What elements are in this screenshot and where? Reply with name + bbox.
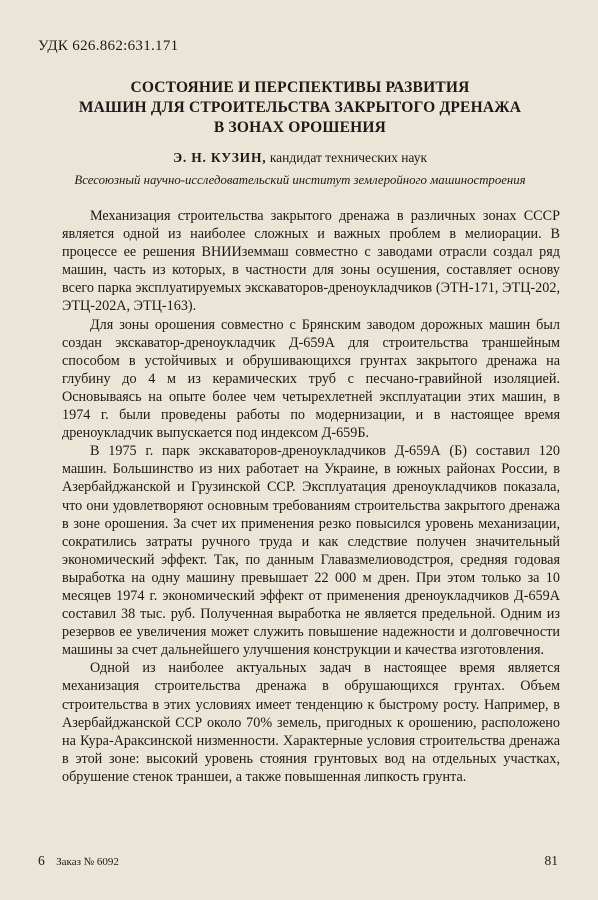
author-name: Э. Н. КУЗИН, [172,150,267,165]
page-number: 81 [544,853,558,868]
print-order: Заказ № 6092 [56,856,119,868]
paragraph-4: Одной из наиболее актуальных задач в настоящее время является механизация строительства дренажа в обрушающихся грунтах. Объем строительства в этих условиях имеет тенденцию к быстрому росту. Например, в Азербайджанской ССР около 70% земель, пригодных к орошению, расположено на Кура-Араксинской низменности. Характерные условия строительства дренажа в этой зоне: высокий уровень стояния грунтовых вод на отдельных участках, обрушение стенок траншеи, а также повышенная липкость грунта. [62,660,560,785]
article-body [62,207,560,786]
paragraph-2: Для зоны орошения совместно с Брянским заводом дорожных машин был создан экскаватор-дреноукладчик Д-659А для строительства траншейным способом в устойчивых и обрушивающихся грунтах закрытого дренажа на глубину до 4 м из керамических труб с песчано-гравийной изоляцией. Основываясь на опыте более чем четырехлетней эксплуатации этих машин, в 1974 г. были проведены работы по модернизации, и в настоящее время дреноукладчик выпускается под индексом Д-659Б. [62,316,560,442]
title-line-1: СОСТОЯНИЕ И ПЕРСПЕКТИВЫ РАЗВИТИЯ [130,79,470,96]
paragraph-3: В 1975 г. парк экскаваторов-дреноукладчиков Д-659А (Б) составил 120 машин. Большинство из них работает на Украине, в южных районах России, в Азербайджанской и Грузинской ССР. Эксплуатация дреноукладчиков показала, что они удовлетворяют основным требованиям строительства закрытого дренажа в зоне орошения. За счет их применения резко повысился уровень механизации, сократились затраты ручного труда и как следствие получен значительный экономический эффект. Так, по данным Главазмелиоводстроя, средняя годовая выработка на одну машину превышает 22 000 м дрен. При этом только за 10 месяцев 1974 г. экономический эффект от применения дреноукладчиков Д-659А составил 38 тыс. руб. Полученная выработка не является предельной. Одним из резервов ее увеличения может служить повышение надежности и долговечности машины за счет дальнейшего улучшения конструкции и качества изготовления. [62,443,560,659]
title-line-3: В ЗОНАХ ОРОШЕНИЯ [213,119,387,136]
institute-name: Всесоюзный научно-исследовательский институт землеройного машиностроения [74,173,526,187]
author-line [40,150,560,166]
title-line-2: МАШИН ДЛЯ СТРОИТЕЛЬСТВА ЗАКРЫТОГО ДРЕНАЖА [78,99,522,116]
udk-code: УДК 626.862:631.171 [38,38,179,54]
signature-mark: 6 [38,853,45,868]
author-degree: кандидат технических наук [269,150,428,165]
paragraph-1: Механизация строительства закрытого дренажа в различных зонах СССР является одной из наиболее сложных и важных проблем в мелиорации. В процессе ее решения ВНИИземмаш совместно с заводами отрасли создал ряд машин, часть из которых, в частности для зоны осушения, составляет основу всего парка эксплуатируемых экскаваторов-дреноукладчиков (ЭТН-171, ЭТЦ-202, ЭТЦ-202А, ЭТЦ-163). [62,208,560,315]
article-title [40,78,560,138]
footer-left [38,853,119,869]
